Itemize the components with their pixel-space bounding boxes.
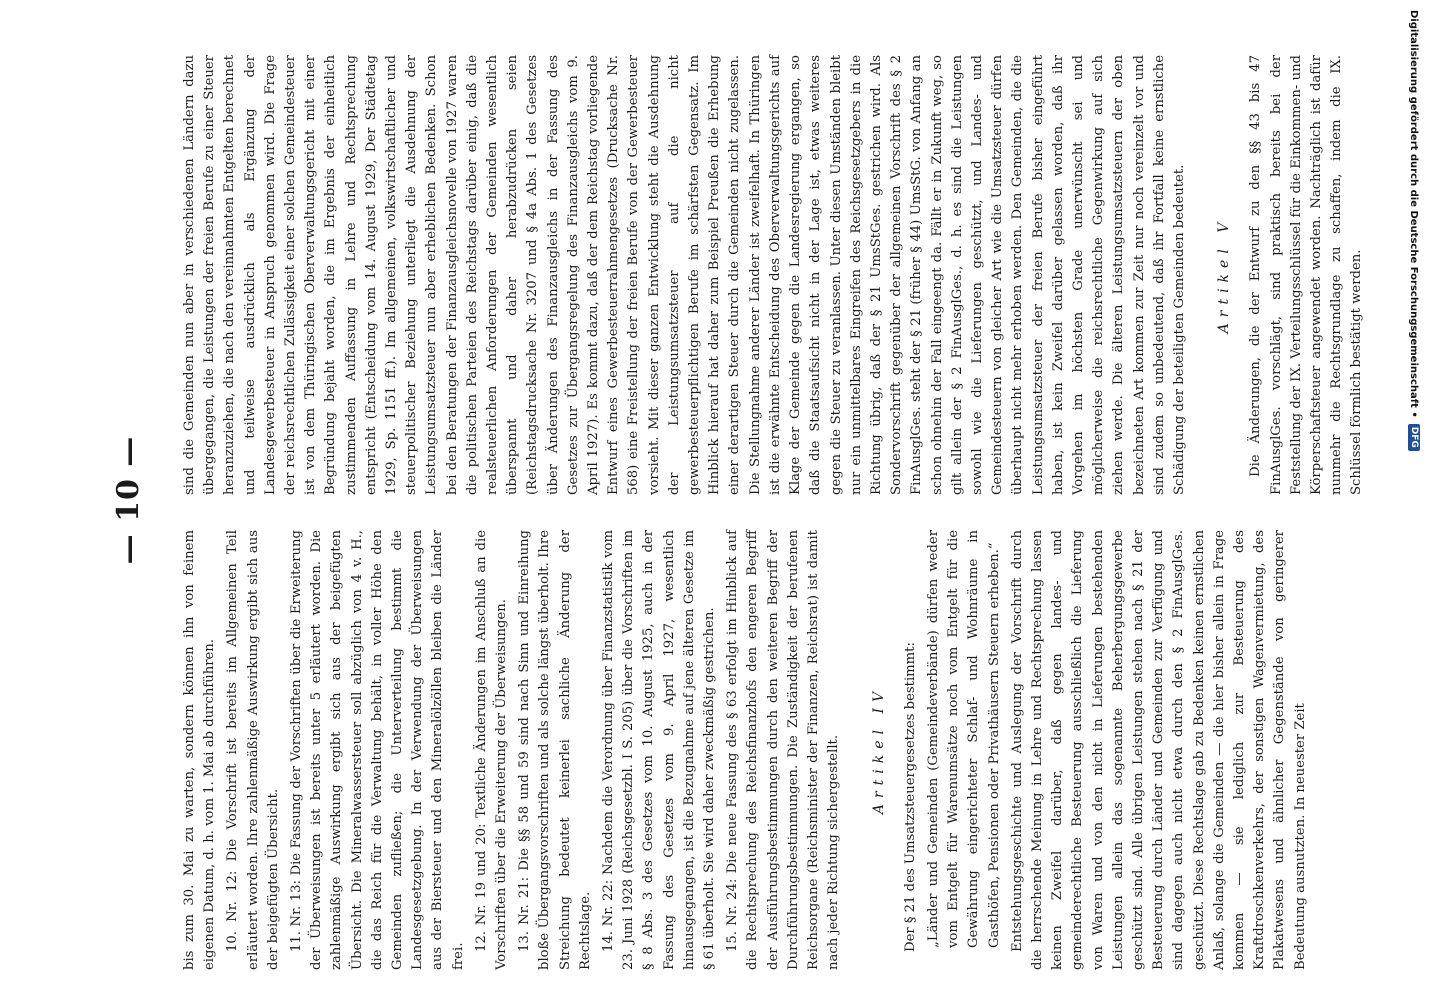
- paragraph: 13. Nr. 21: Die §§ 58 und 59 sind nach Sinn und Einreihung bloße Übergangsvorschriften und als solche längst überholt. Ihre Streichung bedeutet keinerlei sachliche Änderung der Rechtslage.: [517, 530, 593, 970]
- paragraph: Der § 21 des Umsatzsteuergesetzes bestimmt:: [902, 642, 918, 952]
- scanned-page: [100, 0, 1365, 1000]
- article-heading-v: Artikel V: [1216, 216, 1233, 334]
- paragraph: Die Änderungen, die der Entwurf zu den §§ 43 bis 47 FinAusglGes. vorschlägt, sind praktisch bereits bei der Feststellung der IX. Verteilungsschlüssel für die Einkommen- und Körperschaftsteuer angewendet worden. Nachträglich ist dafür nunmehr die Rechtsgrundlage zu schaffen, indem die IX. Schlüssel förmlich bestätigt werden.: [1248, 55, 1365, 495]
- paragraph: 12. Nr. 19 und 20: Textliche Änderungen im Anschluß an die Vorschriften über die Erweiterung der Überweisungen.: [473, 530, 510, 970]
- digitization-credit: Digitalisierung gefördert durch die Deutsche Forschungsgemeinschaft •: [1408, 10, 1420, 418]
- paragraph: 10. Nr. 12: Die Vorschrift ist bereits im Allgemeinen Teil erläutert worden. Ihre zahlenmäßige Auswirkung ergibt sich aus der beigefügten Übersicht.: [225, 530, 281, 970]
- paragraph: 15. Nr. 24: Die neue Fassung des § 63 erfolgt im Hinblick auf die Rechtsprechung des Reichsfinanzhofs den engeren Begriff der Ausführungsbestimmungen durch den weiteren Begriff der Durchführungsbestimmungen. Die Zuständigkeit der berufenen Reichsorgane (Reichsminister der Finanzen, Reichsrat) ist damit nach jeder Richtung sichergestellt.: [725, 530, 842, 970]
- digitization-note: [1410, 10, 1430, 990]
- page-number: — 10 —: [110, 435, 146, 565]
- paragraph: Entstehungsgeschichte und Auslegung der Vorschrift durch die herrschende Meinung in Lehre und Rechtsprechung lassen keinen Zweifel darüber, daß gegen landes- und gemeinderechtliche Besteuerung ausschließlich die Lieferung von Waren und von den nicht in Lieferungen bestehenden Leistungen allein das sogenannte Beherbergungsgewerbe geschützt sind. Alle übrigen Leistungen stehen nach § 21 der Besteuerung durch Länder und Gemeinden zur Verfügung und sind dagegen auch nicht etwa durch den § 2 FinAusglGes. geschützt. Diese Rechtslage gab zu Bedenken keinen ernstlichen Anlaß, solange die Gemeinden — die hier bisher allein in Frage kommen — sie lediglich zur Besteuerung des Kraftdroschkenverkehrs, der sonstigen Wagenvermietung, des Plakatwesens und ähnlicher Gegenstände von geringerer Bedeutung ausnutzten. In neuester Zeit: [1009, 530, 1308, 970]
- right-column: [180, 55, 1365, 495]
- paragraph: sind die Gemeinden nun aber in verschiedenen Ländern dazu übergegangen, die Leistungen der freien Berufe zu einer Steuer heranzuziehen, die nach den vereinnahmten Entgelten berechnet und teilweise ausdrücklich als Ergänzung der Landesgewerbesteuer in Anspruch genommen wird. Die Frage der reichsrechtlichen Zulässigkeit einer solchen Gemeindesteuer ist von dem Thüringischen Oberverwaltungsgericht mit einer Begründung bejaht worden, die im Ergebnis der einheitlich zustimmenden Auffassung in Lehre und Rechtsprechung entspricht (Entscheidung vom 14. August 1929, Der Städtetag 1929, Sp. 1151 ff.). Im allgemeinen, volkswirtschaftlicher und steuerpolitischer Beziehung unterliegt die Ausdehnung der Leistungsumsatzsteuer nun aber erheblichen Bedenken. Schon bei den Beratungen der Finanzausgleichsnovelle von 1927 waren die politischen Parteien des Reichstags darüber einig, daß die realsteuerlichen Anforderungen der Gemeinden wesentlich überspannt und daher herabzudrücken seien (Reichstagsdrucksache Nr. 3207 und § 4a Abs. 1 des Gesetzes über Änderungen des Finanzausgleichs in der Fassung des Gesetzes zur Übergangsregelung des Finanzausgleichs vom 9. April 1927). Es kommt dazu, daß der dem Reichstag vorliegende Entwurf eines Gewerbesteuerrahmengesetzes (Drucksache Nr. 568) eine Freistellung der freien Berufe von der Gewerbesteuer vorsieht. Mit dieser ganzen Entwicklung steht die Ausdehnung der Leistungsumsatzsteuer auf die nicht gewerbesteuerpflichtigen Berufe im schärfsten Gegensatz. Im Hinblick hierauf hat daher zum Beispiel Preußen die Erhebung einer derartigen Steuer durch die Gemeinden nicht zugelassen. Die Stellungnahme anderer Länder ist zweifelhaft. In Thüringen ist die erwähnte Entscheidung des Oberverwaltungsgerichts auf Klage der Gemeinde gegen die Landesregierung ergangen, so daß die Staatsaufsicht nicht in der Lage ist, etwas weiteres gegen die Steuer zu veranlassen. Unter diesen Umständen bleibt nur ein unmittelbares Eingreifen des Reichsgesetzgebers in die Richtung übrig, daß der § 21 UmsStGes. gestrichen wird. Als Sondervorschrift gegenüber der allgemeinen Vorschrift des § 2 FinAusglGes. steht der § 21 (früher § 44) UmsStG. von Anfang an schon ohnehin der Fall eingeengt da. Fällt er in Zukunft weg, so gilt allein der § 2 FinAusglGes., d. h. es sind die Leistungen sowohl wie die Lieferungen geschützt, und Landes- und Gemeindesteuern von gleicher Art wie die Umsatzsteuer dürfen überhaupt nicht mehr erhoben werden. Den Gemeinden, die die Leistungsumsatzsteuer der freien Berufe bisher eingeführt haben, ist kein Zweifel darüber gelassen worden, daß ihr Vorgehen im höchsten Grade unerwünscht sei und möglicherweise die reichsrechtliche Gegenwirkung auf sich ziehen werde. Die älteren Leistungsumsatzsteuern der oben bezeichneten Art kommen zur Zeit nur noch vereinzelt vor und sind zudem so unbedeutend, daß ihr Fortfall keine ernstliche Schädigung der beteiligten Gemeinden bedeutet.: [182, 55, 1187, 495]
- left-column: [180, 530, 1320, 970]
- page-header: [100, 0, 156, 1000]
- paragraph: 11. Nr. 13: Die Fassung der Vorschriften über die Erweiterung der Überweisungen ist bereits unter 5 erläutert worden. Die zahlenmäßige Auswirkung ergibt sich aus der beigefügten Übersicht. Die Mineralwassersteuer soll abzüglich von 4 v. H., die das Reich für die Verwaltung behält, in voller Höhe den Gemeinden zufließen; die Unterverteilung bestimmt die Landesgesetzgebung. In der Verwendung der Überweisungen aus der Biersteuer und den Mineralölzöllen bleiben die Länder frei.: [289, 530, 466, 970]
- article-heading-iv: Artikel IV: [870, 685, 887, 815]
- dfg-logo-icon: DFG: [1408, 424, 1420, 451]
- paragraph: bis zum 30. Mai zu warten, sondern können ihn von feinem eigenen Datum, d. h. vom 1. Mai ab durchführen.: [182, 530, 218, 970]
- quote-block: „Länder und Gemeinden (Gemeindeverbände) dürfen weder vom Entgelt für Warenumsätze noch vom Entgelt für die Gewährung eingerichteter Schlaf- und Wohnräume in Gasthöfen, Pensionen oder Privathäusern Steuern erheben.“: [925, 530, 1002, 948]
- paragraph: 14. Nr. 22: Nachdem die Verordnung über Finanzstatistik vom 23. Juni 1928 (Reichsgesetzbl. I S. 205) über die Vorschriften im § 8 Abs. 3 des Gesetzes vom 10. August 1925, auch in der Fassung des Gesetzes vom 9. April 1927, wesentlich hinausgegangen, ist die Bezugnahme auf jene älteren Gesetze im § 61 überholt. Sie wird daher zweckmäßig gestrichen.: [601, 530, 718, 970]
